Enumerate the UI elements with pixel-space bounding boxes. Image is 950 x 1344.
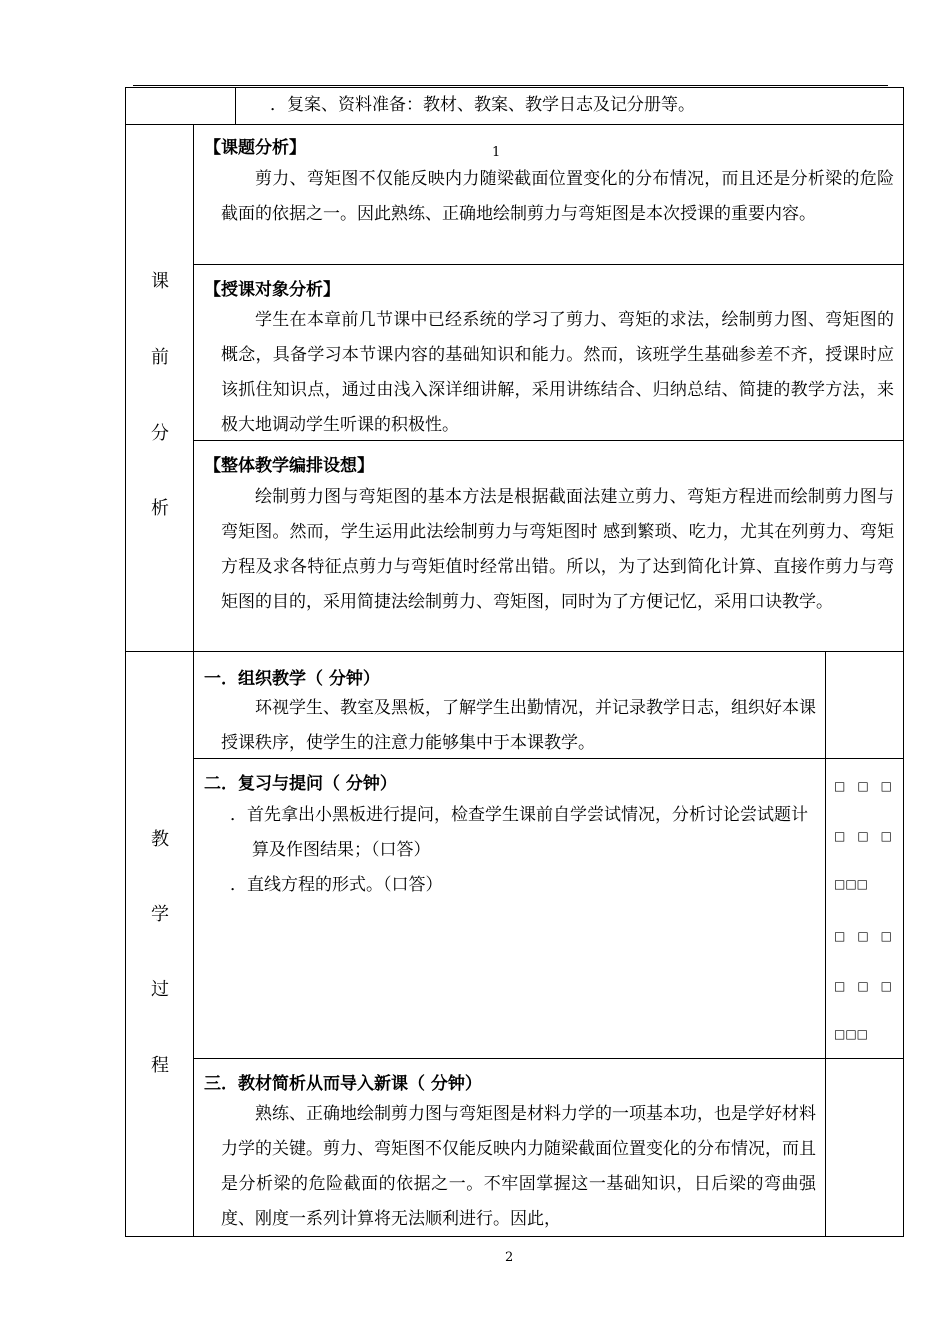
step2-cell	[193, 758, 826, 1059]
step1-side-cell	[825, 651, 904, 759]
page-number-inner: 1	[492, 145, 501, 160]
teaching-process-label-char: 教	[151, 829, 169, 850]
step3-side-cell	[825, 1058, 904, 1237]
side-note: □□□	[834, 1027, 869, 1041]
side-note: □ □ □	[834, 979, 893, 993]
side-note: □ □ □	[834, 829, 893, 843]
step2-item-1-text: ．首先拿出小黑板进行提问，检查学生课前自学尝试情况，分析讨论尝试题计算及作图结果；（口答）	[230, 805, 808, 860]
student-analysis-title: 【授课对象分析】	[204, 280, 340, 300]
overall-plan-cell	[193, 440, 904, 652]
student-analysis-cell	[193, 264, 904, 441]
step3-cell	[193, 1058, 826, 1237]
header-row-text: ．复案、资料准备：教材、教案、教学日志及记分册等。	[270, 95, 695, 115]
side-note: □ □ □	[834, 779, 893, 793]
step2-side-cell	[825, 758, 904, 1059]
teaching-process-label-char: 学	[151, 904, 169, 925]
step3-title: 三．教材简析从而导入新课（ 分钟）	[204, 1074, 482, 1094]
teaching-process-label-char: 过	[151, 979, 169, 1000]
step2-item-1	[230, 798, 820, 868]
step2-item-2: ．直线方程的形式。（口答）	[230, 875, 443, 895]
step1-title: 一．组织教学（ 分钟）	[204, 669, 380, 689]
side-note: □□□	[834, 877, 869, 891]
page-number-footer: 2	[505, 1250, 514, 1265]
step2-title: 二．复习与提问（ 分钟）	[204, 774, 397, 794]
pre-class-label-cell	[125, 124, 194, 652]
student-analysis-body: 学生在本章前几节课中已经系统的学习了剪力、弯矩的求法，绘制剪力图、弯矩图的概念，具备学习本节课内容的基础知识和能力。然而，该班学生基础参差不齐，授课时应该抓住知识点，通过由浅入深详细讲解，采用讲练结合、归纳总结、简捷的教学方法，来极大地调动学生听课的积极性。	[221, 310, 894, 435]
topic-analysis-body: 剪力、弯矩图不仅能反映内力随梁截面位置变化的分布情况，而且还是分析梁的危险截面的依据之一。因此熟练、正确地绘制剪力与弯矩图是本次授课的重要内容。	[221, 169, 894, 224]
pre-class-label-char: 分	[151, 423, 169, 444]
topic-analysis-title: 【课题分析】	[204, 138, 306, 158]
teaching-process-label-char: 程	[151, 1055, 169, 1076]
teaching-process-label-cell	[125, 651, 194, 1237]
header-row-right-cell	[235, 87, 904, 125]
pre-class-label-char: 析	[151, 498, 169, 519]
header-row-left-cell	[125, 87, 236, 125]
topic-analysis-cell	[193, 124, 904, 265]
overall-plan-body: 绘制剪力图与弯矩图的基本方法是根据截面法建立剪力、弯矩方程进而绘制剪力图与弯矩图。然而，学生运用此法绘制剪力与弯矩图时 感到繁琐、吃力，尤其在列剪力、弯矩方程及求各特征点剪力与弯矩值时经常出错。所以，为了达到简化计算、直接作剪力与弯矩图的目的，采用简捷法绘制剪力、弯矩图，同时为了方便记忆，采用口诀教学。	[221, 487, 894, 612]
step3-body: 熟练、正确地绘制剪力图与弯矩图是材料力学的一项基本功，也是学好材料力学的关键。剪力、弯矩图不仅能反映内力随梁截面位置变化的分布情况，而且是分析梁的危险截面的依据之一。不牢固掌握这一基础知识，日后梁的弯曲强度、刚度一系列计算将无法顺利进行。因此，	[221, 1104, 816, 1229]
overall-plan-title: 【整体教学编排设想】	[204, 456, 374, 476]
pre-class-label-char: 课	[151, 271, 169, 292]
step1-body: 环视学生、教室及黑板，了解学生出勤情况，并记录教学日志，组织好本课授课秩序，使学生的注意力能够集中于本课教学。	[221, 698, 816, 753]
top-rule	[133, 85, 888, 86]
side-note: □ □ □	[834, 929, 893, 943]
step1-cell	[193, 651, 826, 759]
pre-class-label-char: 前	[151, 347, 169, 368]
